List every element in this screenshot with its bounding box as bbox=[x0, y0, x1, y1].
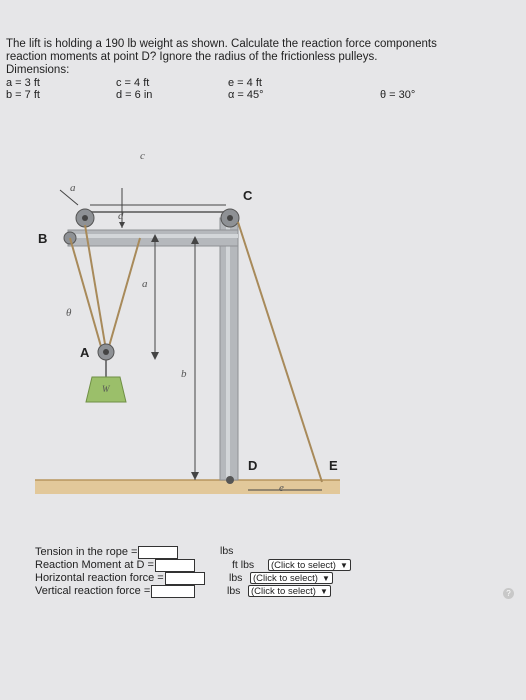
dimensions-heading: Dimensions: bbox=[6, 64, 70, 76]
horizontal-row bbox=[35, 571, 205, 585]
label-alpha-top: a bbox=[70, 182, 76, 194]
vertical-select-text: (Click to select) bbox=[251, 585, 316, 597]
tension-row bbox=[35, 545, 178, 559]
moment-unit: ft lbs bbox=[232, 559, 255, 571]
lift-diagram-drawing bbox=[30, 130, 380, 530]
label-b: B bbox=[38, 231, 48, 246]
dim-e: e = 4 ft bbox=[228, 77, 262, 89]
horizontal-select-text: (Click to select) bbox=[253, 572, 318, 584]
label-c: C bbox=[243, 188, 253, 203]
chevron-down-icon: ▼ bbox=[319, 586, 328, 596]
label-e-bottom: e bbox=[279, 482, 284, 494]
label-a: A bbox=[80, 345, 90, 360]
vertical-unit: lbs bbox=[227, 585, 241, 597]
dim-theta: θ = 30° bbox=[380, 89, 416, 101]
problem-line-1: The lift is holding a 190 lb weight as shown. Calculate the reaction force components bbox=[6, 38, 437, 50]
vertical-label: Vertical reaction force = bbox=[35, 585, 151, 597]
chevron-down-icon: ▼ bbox=[321, 573, 330, 583]
chevron-down-icon: ▼ bbox=[339, 560, 348, 570]
label-c-top: c bbox=[140, 150, 145, 162]
label-theta: θ bbox=[66, 307, 72, 319]
vertical-input[interactable] bbox=[151, 585, 195, 598]
vertical-row bbox=[35, 584, 195, 598]
label-a-mid: a bbox=[142, 278, 148, 290]
dim-a: a = 3 ft bbox=[6, 77, 40, 89]
label-w: W bbox=[102, 384, 110, 394]
label-d-mid: d bbox=[118, 210, 124, 222]
point-d bbox=[226, 476, 234, 484]
moment-input[interactable] bbox=[155, 559, 195, 572]
label-d: D bbox=[248, 458, 258, 473]
label-e: E bbox=[329, 458, 338, 473]
problem-line-2: reaction moments at point D? Ignore the radius of the frictionless pulleys. bbox=[6, 51, 378, 63]
horizontal-direction-select[interactable] bbox=[250, 572, 333, 584]
dim-alpha: α = 45° bbox=[228, 89, 264, 101]
label-b-mid: b bbox=[181, 368, 187, 380]
help-icon[interactable]: ? bbox=[503, 588, 514, 599]
horizontal-input[interactable] bbox=[165, 572, 205, 585]
tension-label: Tension in the rope = bbox=[35, 546, 138, 558]
horizontal-unit: lbs bbox=[229, 572, 243, 584]
rope-to-e bbox=[238, 222, 322, 482]
dim-d: d = 6 in bbox=[116, 89, 153, 101]
moment-row bbox=[35, 558, 195, 572]
problem-statement bbox=[6, 38, 521, 77]
tension-unit: lbs bbox=[220, 545, 234, 557]
moment-direction-select[interactable] bbox=[268, 559, 351, 571]
dim-b: b = 7 ft bbox=[6, 89, 40, 101]
dim-c: c = 4 ft bbox=[116, 77, 150, 89]
vertical-direction-select[interactable] bbox=[248, 585, 331, 597]
moment-select-text: (Click to select) bbox=[271, 559, 336, 571]
horizontal-label: Horizontal reaction force = bbox=[35, 572, 164, 584]
moment-label: Reaction Moment at D = bbox=[35, 559, 154, 571]
lift-diagram bbox=[30, 130, 380, 530]
tension-input[interactable] bbox=[138, 546, 178, 559]
ground bbox=[35, 480, 340, 494]
